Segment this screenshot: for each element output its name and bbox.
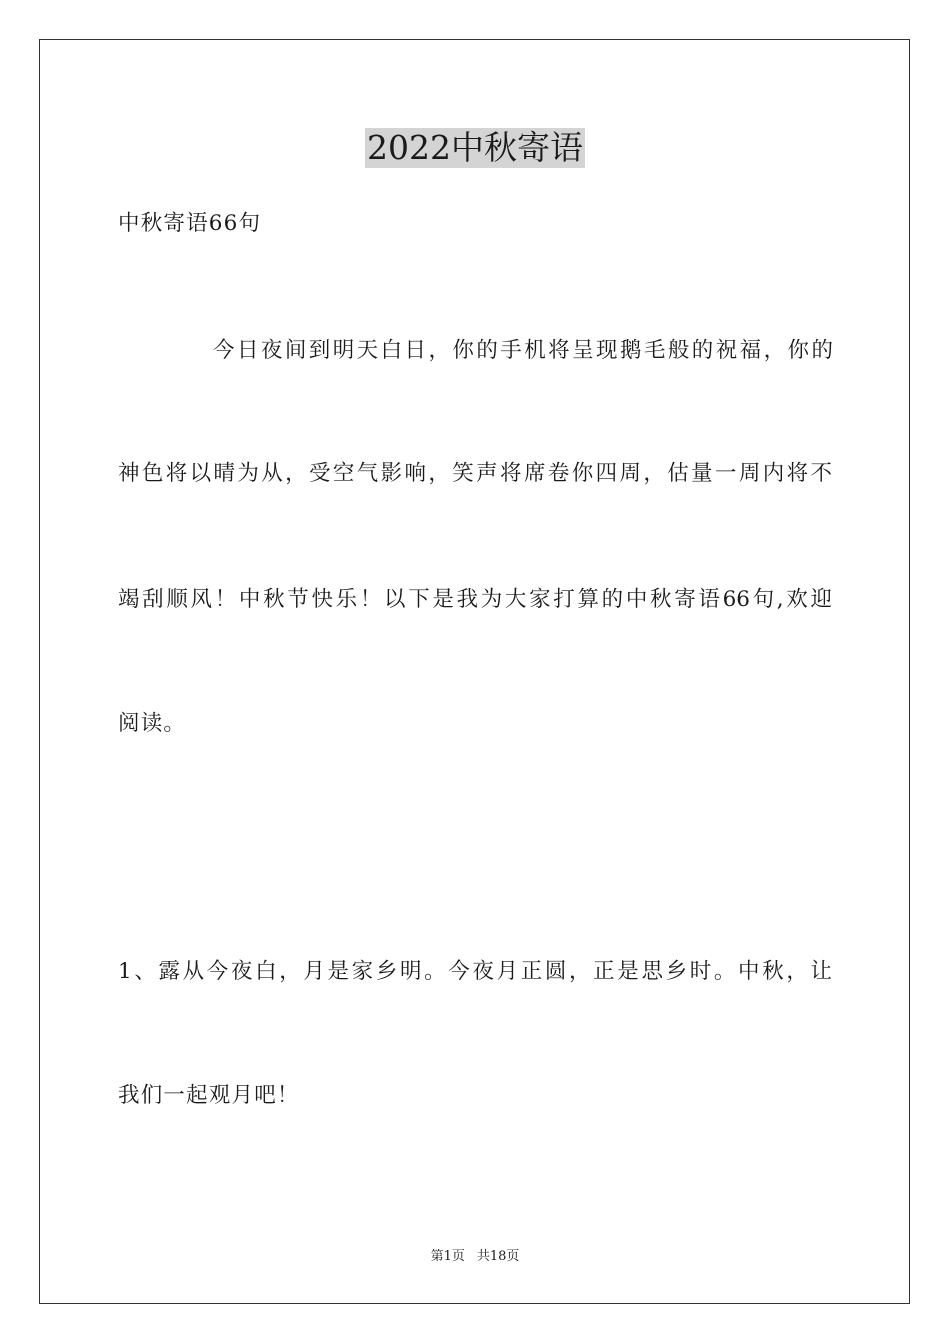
document-subtitle: 中秋寄语66句 (118, 211, 262, 236)
list-item-line: 1、露从今夜白，月是家乡明。今夜月正圆，正是思乡时。中秋，让 (118, 959, 832, 984)
page-footer (0, 1248, 950, 1266)
page-total: 共18页 (476, 1249, 520, 1264)
paragraph-line: 今日夜间到明天白日，你的手机将呈现鹅毛般的祝福，你的 (213, 338, 833, 363)
paragraph-line: 竭刮顺风！中秋节快乐！以下是我为大家打算的中秋寄语66句,欢迎 (118, 587, 832, 612)
paragraph-line: 阅读。 (118, 711, 187, 736)
document-title: 2022中秋寄语 (367, 128, 583, 167)
title-container (0, 128, 950, 168)
list-item-line: 我们一起观月吧！ (118, 1083, 300, 1108)
page-number: 第1页 (430, 1249, 465, 1264)
paragraph-line: 神色将以晴为从，受空气影响，笑声将席卷你四周，估量一周内将不 (118, 461, 832, 486)
